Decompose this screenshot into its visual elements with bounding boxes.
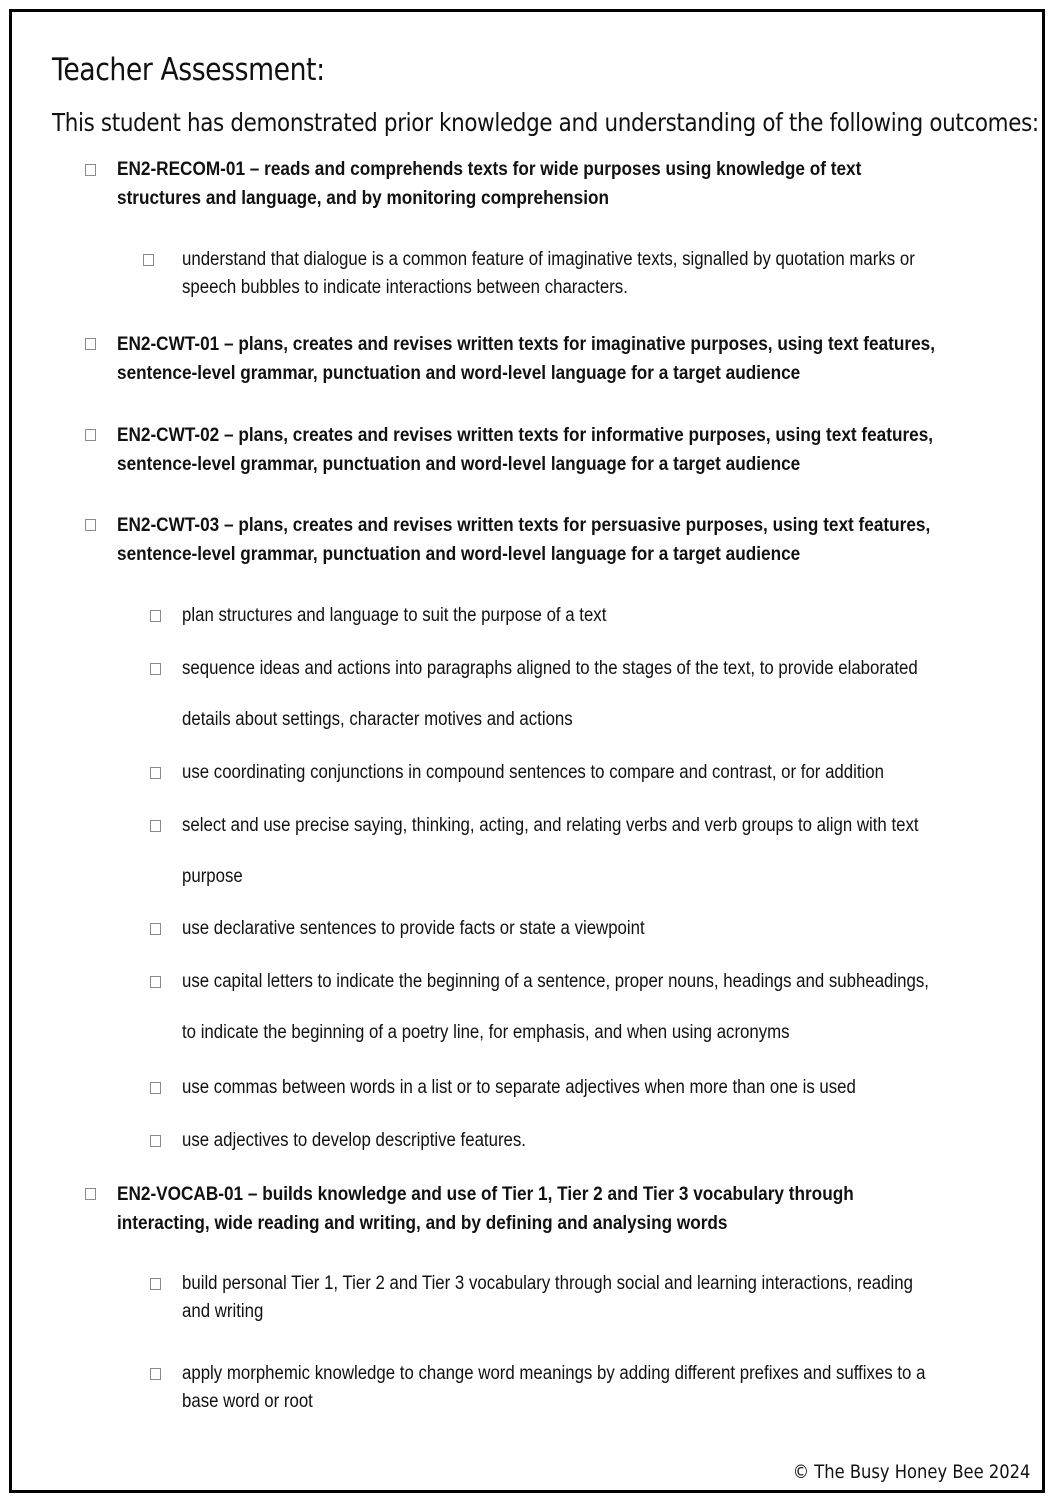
indicator-label: select and use precise saying, thinking, acting, and relating verbs and verb groups to align with text purpose: [182, 815, 919, 887]
outcome-label: EN2-CWT-03 – plans, creates and revises written texts for persuasive purposes, using text features, sentence-level grammar, punctuation and word-level language for a target audience: [117, 515, 931, 565]
indicator-checkbox[interactable]: [143, 254, 154, 266]
page-title: Teacher Assessment:: [52, 52, 325, 88]
indicator-label: use declarative sentences to provide facts or state a viewpoint: [182, 918, 645, 939]
outcome-checkbox[interactable]: [85, 164, 96, 176]
indicator-label: build personal Tier 1, Tier 2 and Tier 3 vocabulary through social and learning interactions, reading and writing: [182, 1273, 913, 1322]
indicator-checkbox[interactable]: [150, 1368, 161, 1380]
indicator-checkbox[interactable]: [150, 1135, 161, 1147]
page-subtitle: This student has demonstrated prior knowledge and understanding of the following outcomes:: [52, 108, 1039, 137]
copyright-footer: © The Busy Honey Bee 2024: [792, 1461, 1030, 1483]
indicator-checkbox[interactable]: [150, 820, 161, 832]
outcome-label: EN2-VOCAB-01 – builds knowledge and use of Tier 1, Tier 2 and Tier 3 vocabulary through interacting, wide reading and writing, and by defining and analysing words: [117, 1184, 854, 1234]
indicator-label: use coordinating conjunctions in compound sentences to compare and contrast, or for addition: [182, 762, 884, 783]
indicator-label: apply morphemic knowledge to change word meanings by adding different prefixes and suffixes to a base word or root: [182, 1363, 926, 1412]
outcome-checkbox[interactable]: [85, 519, 96, 531]
indicator-label: sequence ideas and actions into paragraphs aligned to the stages of the text, to provide elaborated details about settings, character motives and actions: [182, 658, 918, 730]
outcome-label: EN2-CWT-01 – plans, creates and revises written texts for imaginative purposes, using text features, sentence-level grammar, punctuation and word-level language for a target audience: [117, 334, 935, 384]
indicator-checkbox[interactable]: [150, 767, 161, 779]
indicator-label: use adjectives to develop descriptive features.: [182, 1130, 526, 1151]
outcome-label: EN2-RECOM-01 – reads and comprehends texts for wide purposes using knowledge of text structures and language, and by monitoring comprehension: [117, 159, 862, 209]
indicator-checkbox[interactable]: [150, 976, 161, 988]
indicator-label: use commas between words in a list or to separate adjectives when more than one is used: [182, 1077, 856, 1098]
outcome-checkbox[interactable]: [85, 429, 96, 441]
indicator-label: understand that dialogue is a common feature of imaginative texts, signalled by quotation marks or speech bubbles to indicate interactions between characters.: [182, 249, 915, 298]
indicator-label: plan structures and language to suit the purpose of a text: [182, 605, 607, 626]
indicator-label: use capital letters to indicate the beginning of a sentence, proper nouns, headings and subheadings, to indicate the beginning of a poetry line, for emphasis, and when using acronyms: [182, 971, 929, 1043]
indicator-checkbox[interactable]: [150, 663, 161, 675]
outcome-label: EN2-CWT-02 – plans, creates and revises written texts for informative purposes, using text features, sentence-level grammar, punctuation and word-level language for a target audience: [117, 425, 934, 475]
indicator-checkbox[interactable]: [150, 610, 161, 622]
indicator-checkbox[interactable]: [150, 1082, 161, 1094]
indicator-checkbox[interactable]: [150, 923, 161, 935]
indicator-checkbox[interactable]: [150, 1278, 161, 1290]
outcome-checkbox[interactable]: [85, 1188, 96, 1200]
outcome-checkbox[interactable]: [85, 338, 96, 350]
